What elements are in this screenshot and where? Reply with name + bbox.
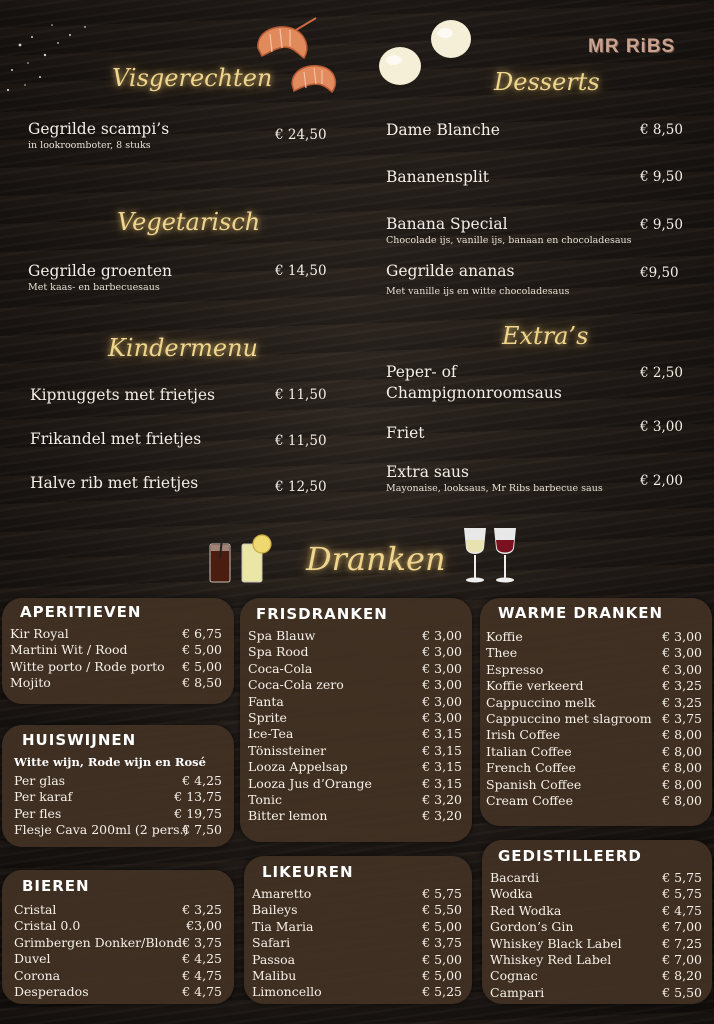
menu-item-name: Bananensplit [386,168,490,186]
list-item: Spa Rood € 3,00 [248,644,462,660]
list-item: French Coffee € 8,00 [486,760,702,776]
aperitieven-box [2,598,234,704]
menu-item-price: € 8,50 [640,122,683,138]
menu-item-price: € 14,50 [275,263,327,279]
huiswijnen-box [2,725,234,847]
menu-item-name: Halve rib met frietjes [30,474,199,492]
list-item: Espresso € 3,00 [486,661,702,677]
white-wine-glass-icon [462,526,488,586]
menu-item-price: € 9,50 [640,217,683,233]
list-item: Looza Appelsap € 3,15 [248,759,462,775]
list-item: Safari € 3,75 [252,935,462,951]
gedistilleerd-box [482,840,712,1004]
list-item: Koffie € 3,00 [486,629,702,644]
likeuren-box [244,856,472,1004]
box-title: HUISWIJNEN [22,731,137,749]
list-item: Bitter lemon € 3,20 [248,808,462,824]
list-item: Cappuccino melk € 3,25 [486,694,702,710]
menu-item-price: € 11,50 [275,433,327,449]
list-item: Desperados € 4,75 [14,984,222,999]
list-item: Kir Royal € 6,75 [10,626,222,641]
box-title: APERITIEVEN [20,603,142,621]
menu-item-name: Gegrilde groenten [28,262,173,280]
menu-item-price: € 2,50 [640,365,683,381]
box-title: LIKEUREN [262,863,354,881]
section-title-dranken: Dranken [306,540,446,578]
list-item: Cream Coffee € 8,00 [486,793,702,808]
brand-logo: MR RiBS [588,36,676,57]
list-item: Tonic € 3,20 [248,792,462,807]
menu-item-description: Mayonaise, looksaus, Mr Ribs barbecue saus [386,483,603,494]
menu-item-name: Kipnuggets met frietjes [30,386,216,404]
section-title-visgerechten: Visgerechten [112,64,273,92]
list-item: Sprite € 3,00 [248,710,462,725]
list-item: Tönissteiner € 3,15 [248,742,462,758]
list-item: Per glas € 4,25 [14,773,222,788]
list-item: Cristal € 3,25 [14,902,222,917]
box-title: GEDISTILLEERD [498,847,642,865]
box-title: WARME DRANKEN [498,604,664,622]
list-item: Duvel € 4,25 [14,951,222,967]
menu-item-name: Frikandel met frietjes [30,430,202,448]
menu-item-description: in lookroomboter, 8 stuks [28,140,151,151]
list-item: Cappuccino met slagroom € 3,75 [486,711,702,726]
list-item: Whiskey Red Label € 7,00 [490,952,702,967]
list-item: Mojito € 8,50 [10,675,222,691]
menu-item-description: Chocolade ijs, vanille ijs, banaan en chocoladesaus [386,235,632,246]
list-item: Italian Coffee € 8,00 [486,743,702,759]
list-item: Witte porto / Rode porto € 5,00 [10,658,222,674]
list-item: Passoa € 5,00 [252,951,462,967]
list-item: Whiskey Black Label € 7,25 [490,935,702,951]
menu-item-name: Gegrilde ananas [386,262,515,280]
list-item: Flesje Cava 200ml (2 pers.) € 7,50 [14,822,222,838]
list-item: Martini Wit / Rood € 5,00 [10,642,222,658]
section-title-vegetarisch: Vegetarisch [117,208,261,236]
list-item: Wodka € 5,75 [490,886,702,902]
menu-item-price: € 11,50 [275,387,327,403]
list-item: Fanta € 3,00 [248,693,462,709]
list-item: Red Wodka € 4,75 [490,902,702,918]
box-subtitle: Witte wijn, Rode wijn en Rosé [14,755,206,769]
box-title: FRISDRANKEN [256,605,388,623]
list-item: Amaretto € 5,75 [252,886,462,901]
frisdranken-box [240,598,472,842]
menu-item-price: € 24,50 [275,127,327,143]
menu-item-name: Extra saus [386,463,469,481]
list-item: Coca-Cola zero € 3,00 [248,677,462,693]
menu-item-name: Gegrilde scampi’s [28,120,170,138]
menu-item-name: Banana Special [386,215,508,233]
list-item: Campari € 5,50 [490,984,702,1000]
menu-item-price: € 12,50 [275,479,327,495]
menu-item-price: € 2,00 [640,473,683,489]
list-item: Cristal 0.0 €3,00 [14,918,222,934]
list-item: Gordon’s Gin € 7,00 [490,919,702,935]
cola-glass-icon [206,538,236,586]
menu-item-description: Met vanille ijs en witte chocoladesaus [386,286,570,297]
list-item: Cognac € 8,20 [490,968,702,984]
box-title: BIEREN [22,877,90,895]
ice-cream-scoop-icon [428,18,474,62]
list-item: Koffie verkeerd € 3,25 [486,678,702,694]
list-item: Spanish Coffee € 8,00 [486,776,702,792]
list-item: Limoncello € 5,25 [252,984,462,1000]
list-item: Spa Blauw € 3,00 [248,628,462,643]
ice-cream-scoop-icon [376,44,424,88]
warme-dranken-box [480,598,712,826]
section-title-desserts: Desserts [494,68,600,96]
list-item: Irish Coffee € 8,00 [486,727,702,743]
list-item: Per fles € 19,75 [14,805,222,821]
section-title-kindermenu: Kindermenu [108,334,258,362]
menu-item-name: Champignonroomsaus [386,384,562,402]
list-item: Per karaf € 13,75 [14,789,222,805]
section-title-extras: Extra’s [502,322,589,350]
list-item: Thee € 3,00 [486,645,702,661]
list-item: Malibu € 5,00 [252,968,462,983]
salt-sparkle-decoration [0,15,110,105]
list-item: Ice-Tea € 3,15 [248,726,462,742]
list-item: Grimbergen Donker/Blond € 3,75 [14,934,222,950]
lemon-drink-icon [238,532,274,586]
red-wine-glass-icon [492,526,518,586]
list-item: Corona € 4,75 [14,967,222,983]
list-item: Looza Jus d’Orange € 3,15 [248,775,462,791]
menu-item-name: Peper- of [386,363,457,381]
list-item: Coca-Cola € 3,00 [248,660,462,676]
shrimp-icon [288,58,344,100]
bieren-box [2,870,234,1004]
list-item: Baileys € 5,50 [252,902,462,918]
menu-item-description: Met kaas- en barbecuesaus [28,282,160,293]
menu-item-name: Dame Blanche [386,121,500,139]
list-item: Bacardi € 5,75 [490,870,702,885]
menu-item-price: € 3,00 [640,419,683,435]
list-item: Tia Maria € 5,00 [252,918,462,934]
menu-item-price: € 9,50 [640,169,683,185]
menu-item-name: Friet [386,424,425,442]
menu-item-price: €9,50 [640,265,679,281]
